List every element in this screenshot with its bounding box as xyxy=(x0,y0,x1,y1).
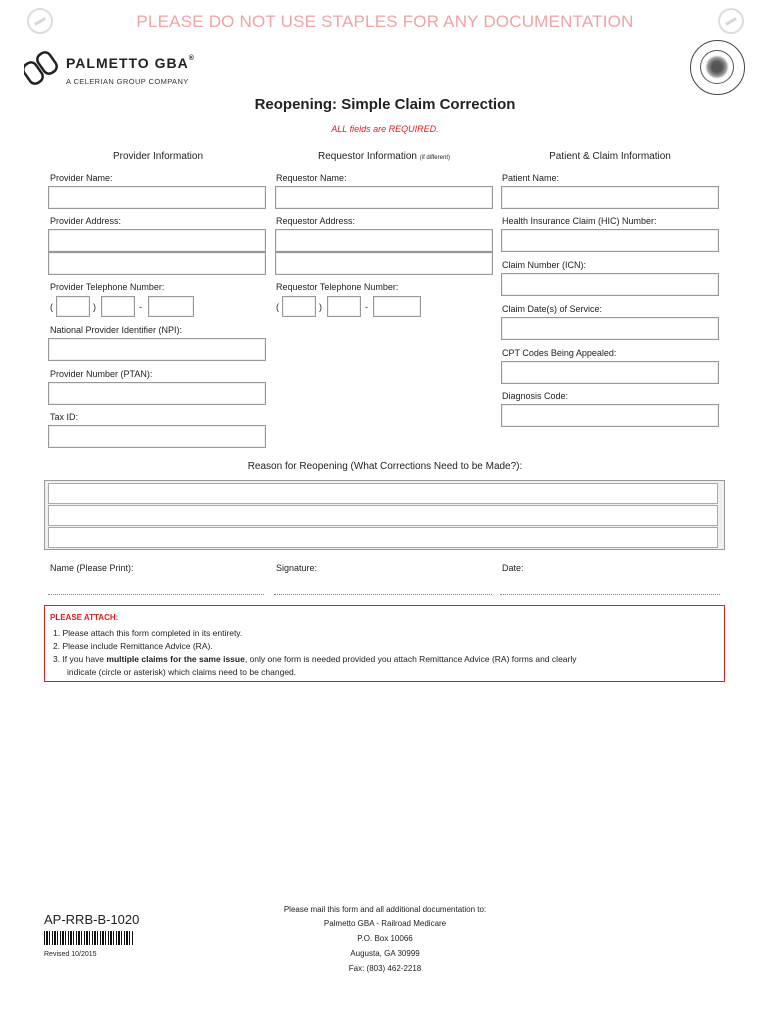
patient-name-label: Patient Name: xyxy=(502,173,560,183)
requestor-phone-area-field[interactable] xyxy=(282,296,316,317)
required-note: ALL fields are REQUIRED. xyxy=(331,124,439,134)
palmetto-logo-icon xyxy=(24,50,64,88)
provider-heading: Provider Information xyxy=(112,151,204,162)
provider-name-field[interactable] xyxy=(48,186,266,209)
requestor-name-label: Requestor Name: xyxy=(276,173,347,183)
provider-phone-label: Provider Telephone Number: xyxy=(50,282,165,292)
form-number: AP-RRB-B-1020 xyxy=(44,912,140,927)
requestor-phone-prefix-field[interactable] xyxy=(327,296,361,317)
requestor-name-field[interactable] xyxy=(275,186,493,209)
patient-name-field[interactable] xyxy=(501,186,719,209)
provider-phone-prefix-field[interactable] xyxy=(101,296,135,317)
reason-label: Reason for Reopening (What Corrections Need to be Made?): xyxy=(247,461,523,472)
provider-phone-close-paren: ) xyxy=(93,302,96,312)
ptan-field[interactable] xyxy=(48,382,266,405)
mail-line-3: Augusta, GA 30999 xyxy=(350,949,420,958)
form-title: Reopening: Simple Claim Correction xyxy=(254,96,516,113)
rrb-seal-icon xyxy=(690,40,745,95)
mail-line-1: Palmetto GBA - Railroad Medicare xyxy=(323,919,447,928)
reason-line-2[interactable] xyxy=(48,505,718,526)
company-tagline: A CELERIAN GROUP COMPANY xyxy=(66,77,189,86)
hic-field[interactable] xyxy=(501,229,719,252)
reason-line-1[interactable] xyxy=(48,483,718,504)
provider-name-label: Provider Name: xyxy=(50,173,113,183)
cpt-label: CPT Codes Being Appealed: xyxy=(502,348,617,358)
dos-field[interactable] xyxy=(501,317,719,340)
dos-label: Claim Date(s) of Service: xyxy=(502,304,603,314)
hic-label: Health Insurance Claim (HIC) Number: xyxy=(502,216,657,226)
no-staples-banner: PLEASE DO NOT USE STAPLES FOR ANY DOCUMENTATION xyxy=(136,12,634,31)
attach-title: PLEASE ATTACH: xyxy=(50,613,119,622)
requestor-address-field-2[interactable] xyxy=(275,252,493,275)
requestor-phone-line-field[interactable] xyxy=(373,296,421,317)
revised-date: Revised 10/2015 xyxy=(44,951,97,958)
provider-address-field-1[interactable] xyxy=(48,229,266,252)
company-name: PALMETTO GBA® xyxy=(66,55,195,71)
ptan-label: Provider Number (PTAN): xyxy=(50,369,153,379)
diagnosis-field[interactable] xyxy=(501,404,719,427)
icn-label: Claim Number (ICN): xyxy=(502,260,587,270)
attach-item-3: 3. If you have multiple claims for the same issue, only one form is needed provided you attach Remittance Advice (RA) forms and clearly xyxy=(53,654,577,664)
no-staple-icon xyxy=(718,8,744,34)
mail-line-4: Fax: (803) 462-2218 xyxy=(348,964,422,973)
tax-id-label: Tax ID: xyxy=(50,412,79,422)
provider-phone-area-field[interactable] xyxy=(56,296,90,317)
print-name-line[interactable] xyxy=(48,594,264,595)
diagnosis-label: Diagnosis Code: xyxy=(502,391,569,401)
requestor-phone-dash: - xyxy=(365,302,368,312)
requestor-phone-close-paren: ) xyxy=(319,302,322,312)
attach-item-2: 2. Please include Remittance Advice (RA). xyxy=(53,641,213,651)
npi-field[interactable] xyxy=(48,338,266,361)
provider-phone-dash: - xyxy=(139,302,142,312)
icn-field[interactable] xyxy=(501,273,719,296)
provider-address-field-2[interactable] xyxy=(48,252,266,275)
print-name-label: Name (Please Print): xyxy=(50,563,134,573)
barcode-icon xyxy=(44,931,134,945)
patient-heading: Patient & Claim Information xyxy=(549,151,671,162)
cpt-field[interactable] xyxy=(501,361,719,384)
date-label: Date: xyxy=(502,563,524,573)
attach-item-3-cont: indicate (circle or asterisk) which claims need to be changed. xyxy=(67,667,297,677)
signature-line[interactable] xyxy=(274,594,492,595)
attach-item-1: 1. Please attach this form completed in its entirety. xyxy=(53,628,243,638)
provider-phone-line-field[interactable] xyxy=(148,296,194,317)
tax-id-field[interactable] xyxy=(48,425,266,448)
mail-intro: Please mail this form and all additional documentation to: xyxy=(283,905,487,914)
reason-line-3[interactable] xyxy=(48,527,718,548)
date-line[interactable] xyxy=(500,594,720,595)
no-staple-icon xyxy=(27,8,53,34)
requestor-address-field-1[interactable] xyxy=(275,229,493,252)
npi-label: National Provider Identifier (NPI): xyxy=(50,325,183,335)
requestor-heading: Requestor Information (if different) xyxy=(318,151,450,162)
requestor-phone-label: Requestor Telephone Number: xyxy=(276,282,399,292)
provider-address-label: Provider Address: xyxy=(50,216,122,226)
requestor-phone-open-paren: ( xyxy=(276,302,279,312)
signature-label: Signature: xyxy=(276,563,318,573)
requestor-address-label: Requestor Address: xyxy=(276,216,356,226)
mail-line-2: P.O. Box 10066 xyxy=(357,934,413,943)
provider-phone-open-paren: ( xyxy=(50,302,53,312)
